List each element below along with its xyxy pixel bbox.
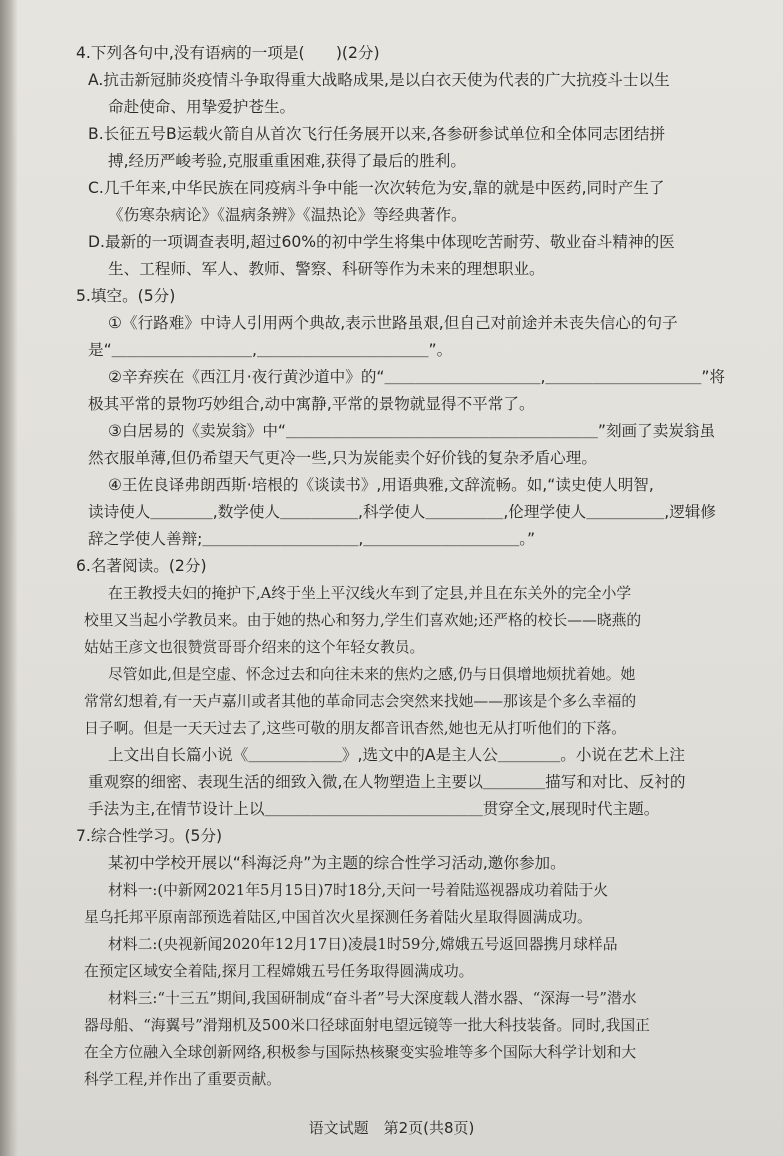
material-line: 材料一:(中新网2021年5月15日)7时18分,天问一号着陆巡视器成功着陆于火	[108, 882, 609, 899]
fill-line: 极其平常的景物巧妙组合,动中寓静,平常的景物就显得不平常了。	[88, 395, 535, 413]
material-line: 在全方位融入全球创新网络,积极参与国际热核聚变实验堆等多个国际大科学计划和大	[84, 1044, 637, 1061]
paper-shadow	[0, 0, 18, 1156]
excerpt-line: 姑姑王彦文也很赞赏哥哥介绍来的这个年轻女教员。	[84, 639, 425, 656]
material-line: 器母船、“海翼号”滑翔机及500米口径球面射电望远镜等一批大科技装备。同时,我国正	[84, 1017, 650, 1034]
option-a-line-2: 命赴使命、用挚爱护苍生。	[108, 98, 296, 116]
question-6	[76, 553, 757, 823]
question-7-stem: 7.综合性学习。(5分)	[76, 827, 223, 845]
option-c-line-1: C.几千年来,中华民族在同疫病斗争中能一次次转危为安,靠的就是中医药,同时产生了	[88, 179, 665, 197]
question-7	[76, 823, 757, 1093]
excerpt-line: 尽管如此,但是空虚、怀念过去和向往未来的焦灼之感,仍与日俱增地烦扰着她。她	[108, 666, 636, 683]
fill-line: 是“＿＿＿＿＿＿＿＿＿,＿＿＿＿＿＿＿＿＿＿＿”。	[88, 341, 453, 359]
fill-line: ①《行路难》中诗人引用两个典故,表示世路虽艰,但自己对前途并未丧失信心的句子	[108, 314, 678, 332]
material-line: 星乌托邦平原南部预选着陆区,中国首次火星探测任务着陆火星取得圆满成功。	[84, 909, 592, 926]
option-c-line-2: 《伤寒杂病论》《温病条辨》《温热论》等经典著作。	[108, 206, 467, 224]
question-5	[76, 283, 757, 553]
excerpt-line: 校里又当起小学教员来。由于她的热心和努力,学生们喜欢她;还严格的校长——晓燕的	[84, 612, 642, 629]
fill-line: 然衣服单薄,但仍希望天气更冷一些,只为炭能卖个好价钱的复杂矛盾心理。	[88, 449, 597, 467]
question-line: 上文出自长篇小说《＿＿＿＿＿＿》,选文中的A是主人公＿＿＿＿。小说在艺术上注	[108, 746, 685, 764]
question-line: 手法为主,在情节设计上以＿＿＿＿＿＿＿＿＿＿＿＿＿＿贯穿全文,展现时代主题。	[88, 800, 660, 818]
page-footer: 语文试题 第2页(共8页)	[308, 1119, 475, 1137]
question-6-stem: 6.名著阅读。(2分)	[76, 557, 207, 575]
material-line: 科学工程,并作出了重要贡献。	[84, 1071, 282, 1088]
excerpt-line: 日子啊。但是一天天过去了,这些可敬的朋友都音讯杳然,她也无从打听他们的下落。	[84, 720, 627, 737]
fill-line: 辞之学使人善辩;＿＿＿＿＿＿＿＿＿＿,＿＿＿＿＿＿＿＿＿＿。”	[88, 530, 536, 548]
fill-line: ④王佐良译弗朗西斯·培根的《谈读书》,用语典雅,文辞流畅。如,“读史使人明智,	[108, 476, 654, 494]
activity-intro: 某初中学校开展以“科海泛舟”为主题的综合性学习活动,邀你参加。	[108, 854, 566, 872]
question-4	[76, 40, 757, 283]
question-5-stem: 5.填空。(5分)	[76, 287, 176, 305]
excerpt-line: 常常幻想着,有一天卢嘉川或者其他的革命同志会突然来找她——那该是个多么幸福的	[84, 693, 637, 710]
fill-line: 读诗使人＿＿＿＿,数学使人＿＿＿＿＿,科学使人＿＿＿＿＿,伦理学使人＿＿＿＿＿,逻辑修	[88, 503, 716, 521]
option-b-line-2: 搏,经历严峻考验,克服重重困难,获得了最后的胜利。	[108, 152, 466, 170]
fill-line: ③白居易的《卖炭翁》中“＿＿＿＿＿＿＿＿＿＿＿＿＿＿＿＿＿＿＿＿”刻画了卖炭翁虽	[108, 422, 716, 440]
option-d-line-2: 生、工程师、军人、教师、警察、科研等作为未来的理想职业。	[108, 260, 545, 278]
material-line: 材料二:(央视新闻2020年12月17日)凌晨1时59分,嫦娥五号返回器携月球样品	[108, 936, 618, 953]
option-a-line-1: A.抗击新冠肺炎疫情斗争取得重大战略成果,是以白衣天使为代表的广大抗疫斗士以生	[88, 71, 670, 89]
option-d-line-1: D.最新的一项调查表明,超过60%的初中学生将集中体现吃苦耐劳、敬业奋斗精神的医	[88, 233, 675, 251]
material-line: 材料三:“十三五”期间,我国研制成“奋斗者”号大深度载人潜水器、“深海一号”潜水	[108, 990, 637, 1007]
question-4-stem: 4.下列各句中,没有语病的一项是( )(2分)	[76, 44, 380, 62]
fill-line: ②辛弃疾在《西江月·夜行黄沙道中》的“＿＿＿＿＿＿＿＿＿＿,＿＿＿＿＿＿＿＿＿＿”将	[108, 368, 726, 386]
option-b-line-1: B.长征五号B运载火箭自从首次飞行任务展开以来,各参研参试单位和全体同志团结拼	[88, 125, 666, 143]
material-line: 在预定区域安全着陆,探月工程嫦娥五号任务取得圆满成功。	[84, 963, 474, 980]
question-line: 重观察的细密、表现生活的细致入微,在人物塑造上主要以＿＿＿＿描写和对比、反衬的	[88, 773, 686, 791]
excerpt-line: 在王教授夫妇的掩护下,A终于坐上平汉线火车到了定县,并且在东关外的完全小学	[108, 585, 632, 602]
